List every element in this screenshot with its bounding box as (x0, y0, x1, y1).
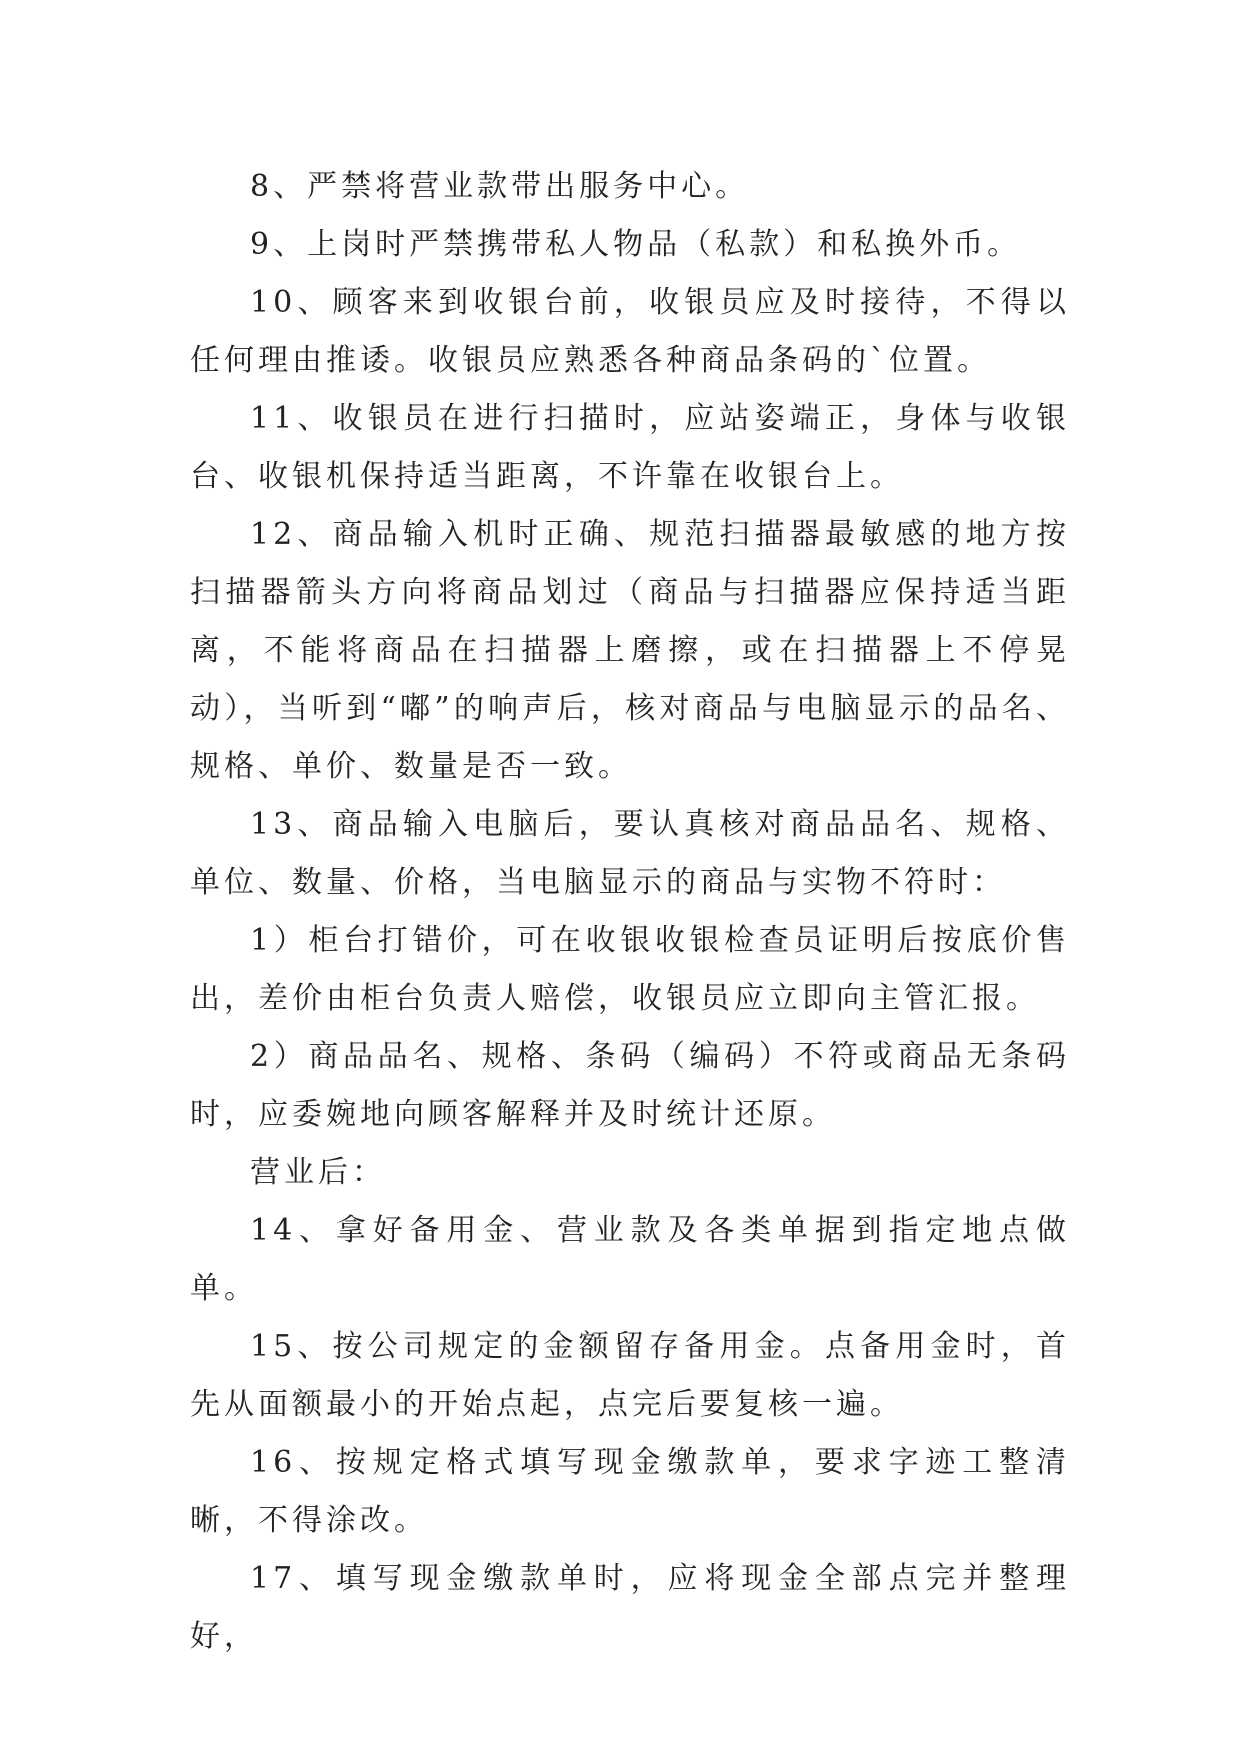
paragraph-13-item-1: 1）柜台打错价，可在收银收银检查员证明后按底价售出，差价由柜台负责人赔偿，收银员应立即向主管汇报。 (190, 923, 1070, 1016)
paragraph-13: 13、商品输入电脑后，要认真核对商品品名、规格、单位、数量、价格，当电脑显示的商品与实物不符时： (190, 807, 1070, 900)
paragraph-16: 16、按规定格式填写现金缴款单，要求字迹工整清晰，不得涂改。 (190, 1445, 1070, 1538)
document-body (190, 158, 1070, 1666)
paragraph-11: 11、收银员在进行扫描时，应站姿端正，身体与收银台、收银机保持适当距离，不许靠在收银台上。 (190, 401, 1070, 494)
paragraph-9: 9、上岗时严禁携带私人物品（私款）和私换外币。 (250, 227, 1022, 262)
section-heading-after-business: 营业后： (250, 1155, 386, 1190)
paragraph-8: 8、严禁将营业款带出服务中心。 (250, 169, 750, 204)
paragraph-13-item-2: 2）商品品名、规格、条码（编码）不符或商品无条码时，应委婉地向顾客解释并及时统计还原。 (190, 1039, 1070, 1132)
paragraph-15: 15、按公司规定的金额留存备用金。点备用金时，首先从面额最小的开始点起，点完后要复核一遍。 (190, 1329, 1070, 1422)
paragraph-10: 10、顾客来到收银台前，收银员应及时接待，不得以任何理由推诿。收银员应熟悉各种商品条码的`位置。 (190, 285, 1070, 378)
paragraph-14: 14、拿好备用金、营业款及各类单据到指定地点做单。 (190, 1213, 1070, 1306)
paragraph-17: 17、填写现金缴款单时，应将现金全部点完并整理好， (190, 1561, 1070, 1654)
paragraph-12: 12、商品输入机时正确、规范扫描器最敏感的地方按扫描器箭头方向将商品划过（商品与扫描器应保持适当距离，不能将商品在扫描器上磨擦，或在扫描器上不停晃动），当听到“嘟”的响声后，核对商品与电脑显示的品名、规格、单价、数量是否一致。 (190, 517, 1070, 784)
